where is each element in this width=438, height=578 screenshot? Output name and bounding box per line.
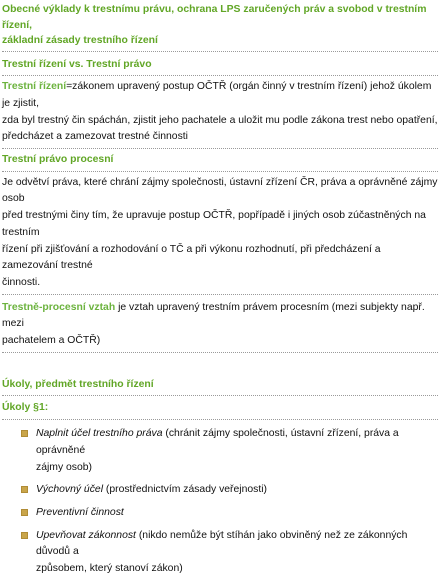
list-item bbox=[2, 482, 438, 499]
section2-heading: Trestní právo procesní bbox=[2, 154, 114, 166]
item-italic: Naplnit účel trestního práva bbox=[36, 428, 163, 440]
section2-paragraph bbox=[2, 175, 438, 292]
item-text: (prostřednictvím zásady veřejnosti) bbox=[103, 484, 267, 496]
section2-line3: řízení při zjišťování a rozhodování o TČ a při výkonu rozhodnutí, při předcházení a zamezování trestné bbox=[2, 243, 381, 272]
item-italic: Preventivní činnost bbox=[36, 506, 124, 518]
term-procesni-vztah: Trestně-procesní vztah bbox=[2, 301, 116, 313]
section1-line3: předcházet a zamezovat trestné činnosti bbox=[2, 131, 188, 143]
square-bullet-icon bbox=[21, 532, 28, 539]
list-item bbox=[2, 505, 438, 522]
section2-line1: Je odvětví práva, které chrání zájmy společnosti, ústavní zřízení ČR, práva a oprávněné zájmy osob bbox=[2, 176, 438, 205]
section1-line2: zda byl trestný čin spáchán, zjistit jeho pachatele a uložit mu podle zákona trest nebo opatření, bbox=[2, 114, 438, 126]
intro-title bbox=[2, 2, 438, 49]
square-bullet-icon bbox=[21, 430, 28, 437]
relation-line2: pachatelem a OČTŘ) bbox=[2, 335, 101, 347]
section1-paragraph bbox=[2, 79, 438, 146]
intro-title-line2: základní zásady trestního řízení bbox=[2, 35, 158, 46]
item-italic: Výchovný účel bbox=[36, 484, 103, 496]
term-trestni-rizeni: Trestní řízení bbox=[2, 81, 67, 93]
relation-paragraph bbox=[2, 300, 438, 350]
section1-heading: Trestní řízení vs. Trestní právo bbox=[2, 58, 152, 70]
list-item bbox=[2, 528, 438, 578]
section3-subheading: Úkoly §1: bbox=[2, 402, 49, 414]
section2-line2: před trestnými činy tím, že upravuje postup OČTŘ, popřípadě i jiných osob zúčastněných na trestním bbox=[2, 210, 426, 238]
tasks-list bbox=[2, 426, 438, 578]
square-bullet-icon bbox=[21, 509, 28, 516]
intro-title-line1: Obecné výklady k trestnímu právu, ochrana LPS zaručených práv a svobod v trestním řízení, bbox=[2, 4, 427, 31]
list-item bbox=[2, 426, 438, 476]
section2-line4: činnosti. bbox=[2, 276, 41, 288]
relation-line1: je vztah upravený trestním právem procesním (mezi subjekty např. mezi bbox=[2, 301, 425, 330]
item-text: (nikdo nemůže být stíhán jako obviněný než ze zákonných důvodů a bbox=[36, 529, 408, 558]
item-text-cont: způsobem, který stanoví zákon) bbox=[36, 563, 183, 575]
item-text: (chránit zájmy společnosti, ústavní zřízení, práva a oprávněné bbox=[36, 428, 399, 456]
section1-line1: =zákonem upravený postup OČTŘ (orgán činný v trestním řízení) jehož úkolem je zjistit, bbox=[2, 81, 432, 109]
item-text-cont: zájmy osob) bbox=[36, 461, 93, 473]
item-italic: Upevňovat zákonnost bbox=[36, 529, 136, 541]
section3-heading: Úkoly, předmět trestního řízení bbox=[2, 378, 154, 390]
square-bullet-icon bbox=[21, 486, 28, 493]
